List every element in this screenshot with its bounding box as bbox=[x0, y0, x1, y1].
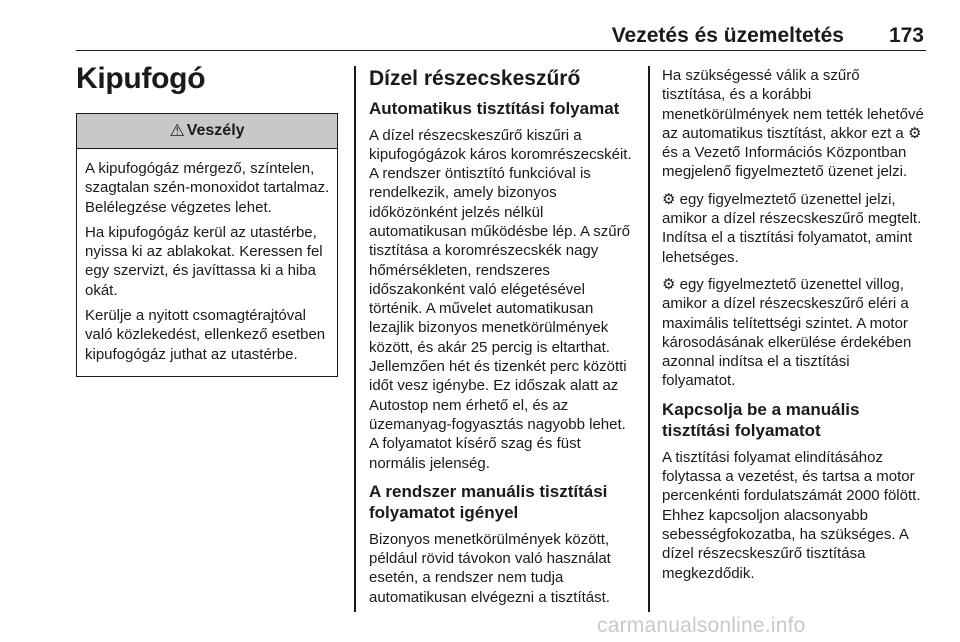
warning-paragraph: A kipufogógáz mérgező, színtelen, szagtalan szén-monoxidot tartalmaz. Belélegzése végzetes lehet. bbox=[85, 160, 330, 216]
warning-header bbox=[77, 114, 337, 149]
column-divider bbox=[648, 66, 650, 612]
column-3 bbox=[662, 66, 926, 591]
warning-triangle-icon: ⚠ bbox=[169, 121, 185, 140]
body-text: és a Vezető Információs Központban megjelenő figyelmeztető üzenet jelzi. bbox=[662, 144, 908, 181]
subsection-title: Automatikus tisztítási folyamat bbox=[369, 99, 620, 118]
body-paragraph: A tisztítási folyamat elindításához folytassa a vezetést, és tartsa a motor percenkénti fordulatszámát 2000 fölött. Ehhez kapcsoljon alacsonyabb sebességfokozatba, ha szükséges. A dízel részecskeszűrő tisztítása megkezdődik. bbox=[662, 448, 921, 582]
body-paragraph: A dízel részecskeszűrő kiszűri a kipufogógázok káros koromrészecskéit. A rendszer öntisztító funkcióval is rendelkezik, amely bizonyos időközönként jelzés nélkül automatikusan működésbe lép. A szűrő tisztítása a koromrészecskék nagy hőmérsékleten, rendszeres időszakonként való elégetésével történik. A művelet automatikusan lezajlik bizonyos menetkörülmények között, és akár 25 percig is eltarthat. Jellemzően hét és tizenkét perc közötti időt vesz igénybe. Ez időszak alatt az Autostop nem érhető el, és az üzemanyag-fogyasztás nagyobb lehet. A folyamatot kísérő szag és füst normális jelenség. bbox=[369, 126, 632, 472]
page-number: 173 bbox=[888, 24, 924, 47]
warning-paragraph: Kerülje a nyitott csomagtérajtóval való közlekedést, ellenkező esetben kipufogógáz juthat az utastérbe. bbox=[85, 307, 326, 363]
warning-box bbox=[76, 113, 338, 377]
diesel-filter-indicator-icon: ⚙ bbox=[662, 190, 676, 208]
body-text: Ha szükségessé válik a szűrő tisztítása, és a korábbi menetkörülmények nem tették lehetővé az automatikus tisztítást, akkor ezt a bbox=[662, 67, 924, 142]
page-header bbox=[76, 24, 926, 51]
body-paragraph: Bizonyos menetkörülmények között, például rövid távokon való használat esetén, a rendszer nem tudja automatikusan elvégezni a tisztítást. bbox=[369, 530, 611, 606]
subsection-title: A rendszer manuális tisztítási folyamatot igényel bbox=[369, 481, 608, 523]
running-title: Vezetés és üzemeltetés bbox=[611, 24, 844, 47]
body-text: egy figyelmeztető üzenettel villog, amikor a dízel részecskeszűrő eléri a maximális telítettségi szintet. A motor károsodásának elkerülése érdekében azonnal indítsa el a tisztítási folyamatot. bbox=[662, 275, 912, 390]
diesel-filter-indicator-icon: ⚙ bbox=[662, 275, 676, 293]
watermark: carmanualsonline.info bbox=[597, 614, 806, 637]
column-2 bbox=[369, 66, 633, 615]
chapter-title: Kipufogó bbox=[76, 62, 206, 95]
body-text: egy figyelmeztető üzenettel jelzi, amikor a dízel részecskeszűrő megtelt. Indítsa el a tisztítási folyamatot, amint lehetséges. bbox=[662, 190, 922, 266]
body-paragraph bbox=[662, 66, 926, 182]
warning-paragraph: Ha kipufogógáz kerül az utastérbe, nyissa ki az ablakokat. Keressen fel egy szervizt, és javíttassa ki a hiba okát. bbox=[85, 223, 323, 299]
warning-body bbox=[77, 149, 337, 376]
column-divider bbox=[354, 66, 356, 612]
column-1 bbox=[76, 62, 338, 377]
body-paragraph bbox=[662, 275, 926, 391]
body-paragraph bbox=[662, 190, 926, 267]
subsection-title: Kapcsolja be a manuális tisztítási folyamatot bbox=[662, 399, 860, 441]
section-title: Dízel részecskeszűrő bbox=[369, 67, 581, 90]
diesel-filter-indicator-icon: ⚙ bbox=[907, 124, 922, 142]
warning-title: Veszély bbox=[186, 122, 245, 139]
